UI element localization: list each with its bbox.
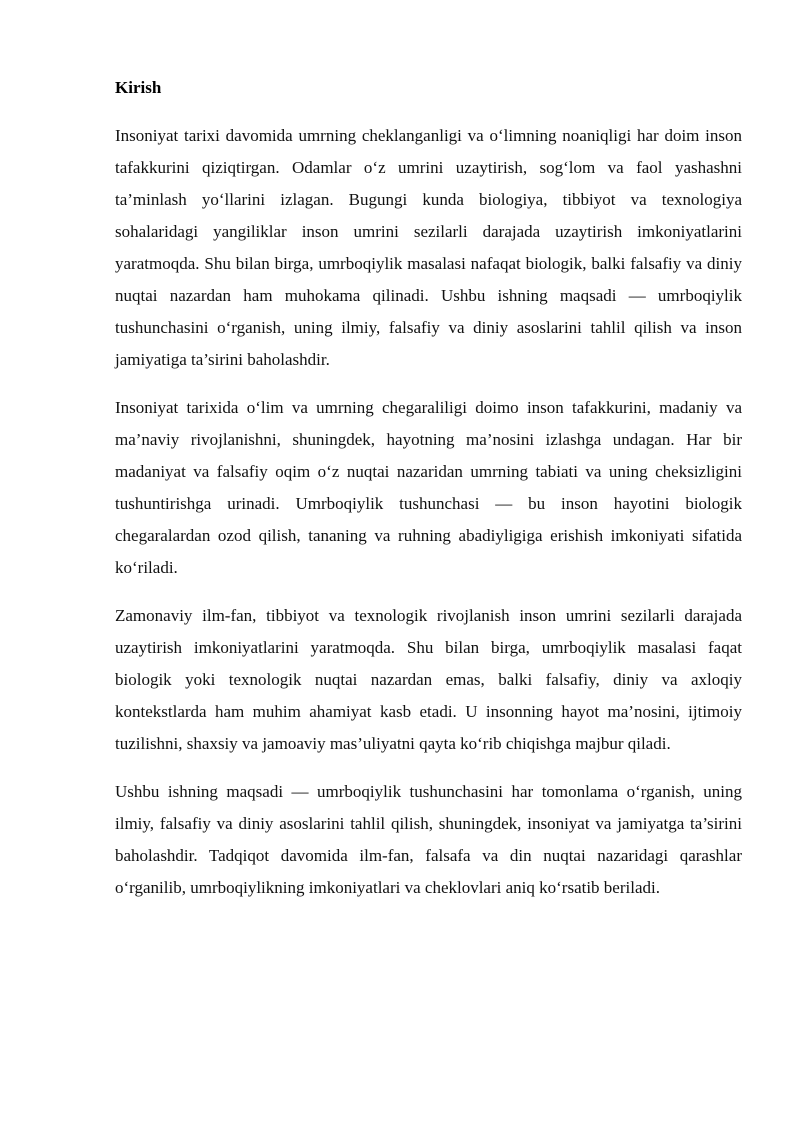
paragraph-3: Zamonaviy ilm-fan, tibbiyot va texnologik rivojlanish inson umrini sezilarli darajada uzaytirish imkoniyatlarini yaratmoqda. Shu bilan birga, umrboqiylik masalasi faqat biologik yoki texnologik nuqtai nazardan emas, balki falsafiy, diniy va axloqiy kontekstlarda ham muhim ahamiyat kasb etadi. U insonning hayot ma’nosini, ijtimoiy tuzilishni, shaxsiy va jamoaviy mas’uliyatni qayta ko‘rib chiqishga majbur qiladi. (115, 606, 742, 753)
paragraph-1: Insoniyat tarixi davomida umrning cheklanganligi va o‘limning noaniqligi har doim inson tafakkurini qiziqtirgan. Odamlar o‘z umrini uzaytirish, sog‘lom va faol yashashni ta’minlash yo‘llarini izlagan. Bugungi kunda biologiya, tibbiyot va texnologiya sohalaridagi yangiliklar inson umrini sezilarli darajada uzaytirish imkoniyatlarini yaratmoqda. Shu bilan birga, umrboqiylik masalasi nafaqat biologik, balki falsafiy va diniy nuqtai nazardan ham muhokama qilinadi. Ushbu ishning maqsadi — umrboqiylik tushunchasini o‘rganish, uning ilmiy, falsafiy va diniy asoslarini tahlil qilish va inson jamiyatiga ta’sirini baholashdir. (115, 126, 742, 369)
paragraph-2: Insoniyat tarixida o‘lim va umrning chegaraliligi doimo inson tafakkurini, madaniy va ma’naviy rivojlanishni, shuningdek, hayotning ma’nosini izlashga undagan. Har bir madaniyat va falsafiy oqim o‘z nuqtai nazaridan umrning tabiati va uning cheksizligini tushuntirishga urinadi. Umrboqiylik tushunchasi — bu inson hayotini biologik chegaralardan ozod qilish, tananing va ruhning abadiyligiga erishish imkoniyati sifatida ko‘riladi. (115, 398, 742, 577)
section-heading: Kirish (115, 78, 162, 97)
paragraph-4: Ushbu ishning maqsadi — umrboqiylik tushunchasini har tomonlama o‘rganish, uning ilmiy, falsafiy va diniy asoslarini tahlil qilish, shuningdek, insoniyat va jamiyatga ta’sirini baholashdir. Tadqiqot davomida ilm-fan, falsafa va din nuqtai nazaridagi qarashlar o‘rganilib, umrboqiylikning imkoniyatlari va cheklovlari aniq ko‘rsatib beriladi. (115, 782, 742, 897)
